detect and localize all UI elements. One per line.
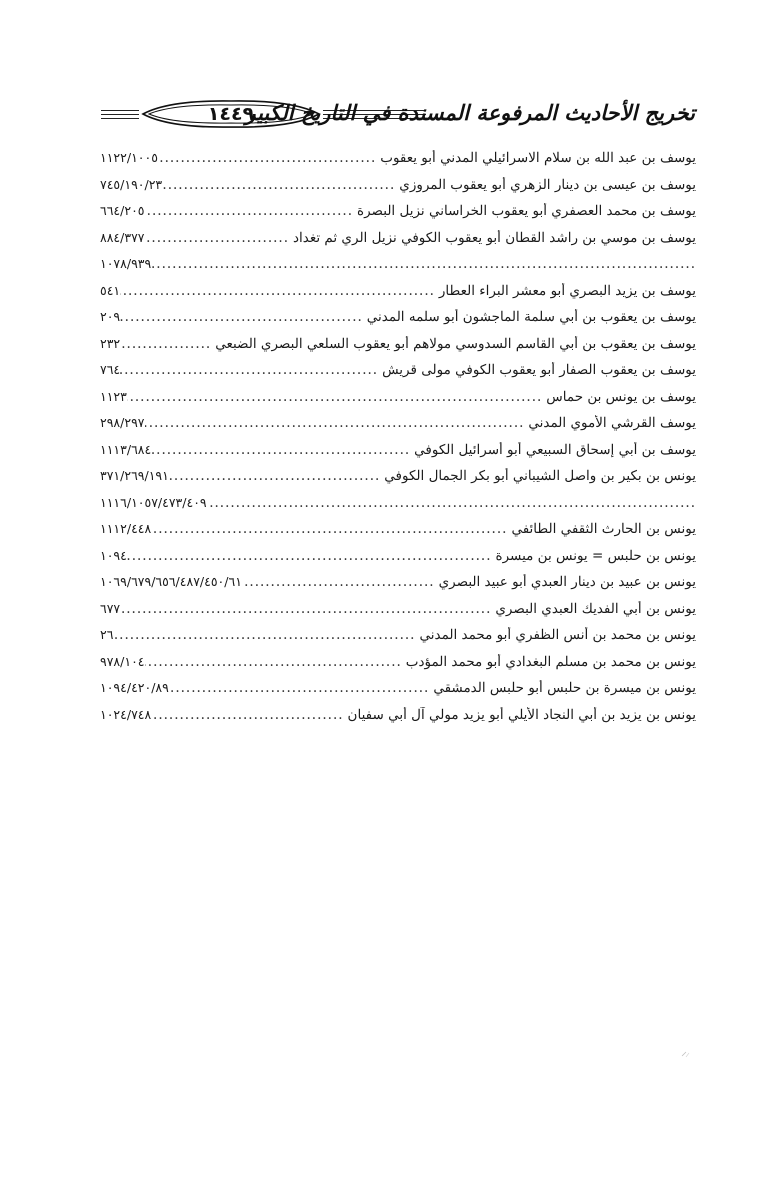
entry-name: يوسف بن عيسى بن دينار الزهري أبو يعقوب المروزي [399,176,696,193]
entry-refs: ٧٦٤ [100,362,121,377]
index-entry [100,521,696,548]
leader-dots [169,680,433,696]
index-entry [100,627,696,654]
leader-dots [151,442,414,458]
leader-dots [145,654,406,670]
index-entries [100,150,696,733]
index-entry [100,468,696,495]
leader-dots [113,627,419,643]
entry-name: يوسف القرشي الأموي المدني [528,415,696,431]
index-entry [100,415,696,442]
entry-refs: ١١١٢/٤٤٨ [100,521,152,536]
index-entry [100,203,696,230]
index-entry [100,177,696,204]
index-entry [100,548,696,575]
entry-refs: ١١١٣/٦٨٤ [100,441,152,457]
entry-name: يونس بن بكير بن واصل الشيباني أبو بكر الجمال الكوفي [384,468,696,484]
index-entry [100,362,696,389]
page-number: ١٤٤٩ [207,103,255,125]
entry-refs: ١١١٦/١٠٥٧/٤٧٣/٤٠٩ [100,494,207,510]
entry-refs: ١٠٦٩/٦٧٩/٦٥٦/٤٨٧/٤٥٠/٦١ [100,574,242,589]
leader-dots [127,548,496,564]
entry-refs: ٨٨٤/٣٧٧ [100,229,145,245]
entry-name: يوسف بن يزيد البصري أبو معشر البراء العطار [438,282,696,299]
entry-refs: ٢٠٩ [100,309,121,324]
index-entry [100,442,696,469]
entry-name: يونس بن محمد بن مسلم البغدادي أبو محمد المؤدب [405,653,696,670]
index-entry [100,336,696,363]
leader-dots [127,389,546,405]
entry-name: يونس بن عبيد بن دينار العبدي أبو عبيد البصري [438,574,696,590]
index-entry [100,707,696,734]
leader-dots [151,521,511,537]
entry-refs: ٦٧٧ [100,600,121,616]
entry-name: يونس بن يزيد بن أبي النجاد الأيلي أبو يزيد مولي آل أبي سفيان [347,706,696,723]
header-rule-left [101,110,139,119]
entry-name: يوسف بن موسي بن راشد القطان أبو يعقوب الكوفي نزيل الري ثم تغداد [292,229,696,246]
entry-refs: ٢٣٢ [100,335,121,351]
entry-name: يوسف بن يعقوب بن أبي القاسم السدوسي مولاهم أبو يعقوب السلعي البصري الضبعي [215,335,696,352]
index-entry [100,150,696,177]
index-entry [100,389,696,416]
entry-refs: ٥٤١ [100,282,121,298]
leader-dots [120,309,367,325]
entry-name: يوسف بن يعقوب الصفار أبو يعقوب الكوفي مولى قريش [382,362,696,378]
leader-dots [145,415,529,431]
index-entry [100,230,696,257]
scan-speck-marks [680,1048,692,1058]
leader-dots [207,495,696,511]
index-entry [100,654,696,681]
index-entry [100,680,696,707]
entry-name: يونس بن الحارث الثقفي الطائفي [511,521,696,537]
leader-dots [120,336,215,352]
entry-refs: ٧٤٥/١٩٠/٢٣ [100,176,163,192]
leader-dots [158,150,380,166]
index-entry [100,309,696,336]
entry-name: يونس بن حلبس = يونس بن ميسرة [495,547,696,564]
entry-name: يوسف بن يونس بن حماس [546,388,696,405]
page-header [95,96,695,136]
leader-dots [151,707,347,723]
index-entry [100,283,696,310]
entry-refs: ١١٢٣ [100,388,127,404]
entry-name: يونس بن ميسرة بن حلبس أبو حلبس الدمشقي [433,680,696,696]
entry-refs: ١٠٢٤/٧٤٨ [100,706,152,722]
leader-dots [151,256,696,272]
leader-dots [162,177,399,193]
leader-dots [145,203,358,219]
leader-dots [169,468,384,484]
entry-name: يوسف بن محمد العصفري أبو يعقوب الخراساني نزيل البصرة [357,203,696,219]
entry-refs: ٦٦٤/٢٠٥ [100,203,145,218]
entry-name: يونس بن أبي الفديك العبدي البصري [495,600,696,617]
index-entry-continuation [100,495,696,522]
index-entry-continuation [100,256,696,283]
entry-name: يوسف بن أبي إسحاق السبيعي أبو أسرائيل الكوفي [414,441,696,458]
leader-dots [120,283,439,299]
leader-dots [120,601,495,617]
entry-name: يوسف بن يعقوب بن أبي سلمة الماجشون أبو سلمه المدني [366,309,696,325]
entry-refs: ١١٢٢/١٠٠٥ [100,150,158,165]
entry-refs: ١٠٧٨/٩٣٩ [100,256,152,271]
entry-refs: ٢٩٨/٢٩٧ [100,415,145,430]
index-entry [100,574,696,601]
index-entry [100,601,696,628]
leader-dots [242,574,439,590]
page-title: تخريج الأحاديث المرفوعة المسندة في التاريخ الكبير [245,100,695,125]
entry-refs: ٩٧٨/١٠٤ [100,653,145,669]
leader-dots [120,362,382,378]
leader-dots [145,230,293,246]
entry-refs: ٢٦ [100,627,114,642]
entry-refs: ٣٧١/٢٦٩/١٩١ [100,468,169,483]
entry-name: يونس بن محمد بن أنس الظفري أبو محمد المدني [419,627,696,643]
entry-refs: ١٠٩٤ [100,547,127,563]
entry-refs: ١٠٩٤/٤٢٠/٨٩ [100,680,169,695]
entry-name: يوسف بن عبد الله بن سلام الاسرائيلي المدني أبو يعقوب [380,150,696,166]
